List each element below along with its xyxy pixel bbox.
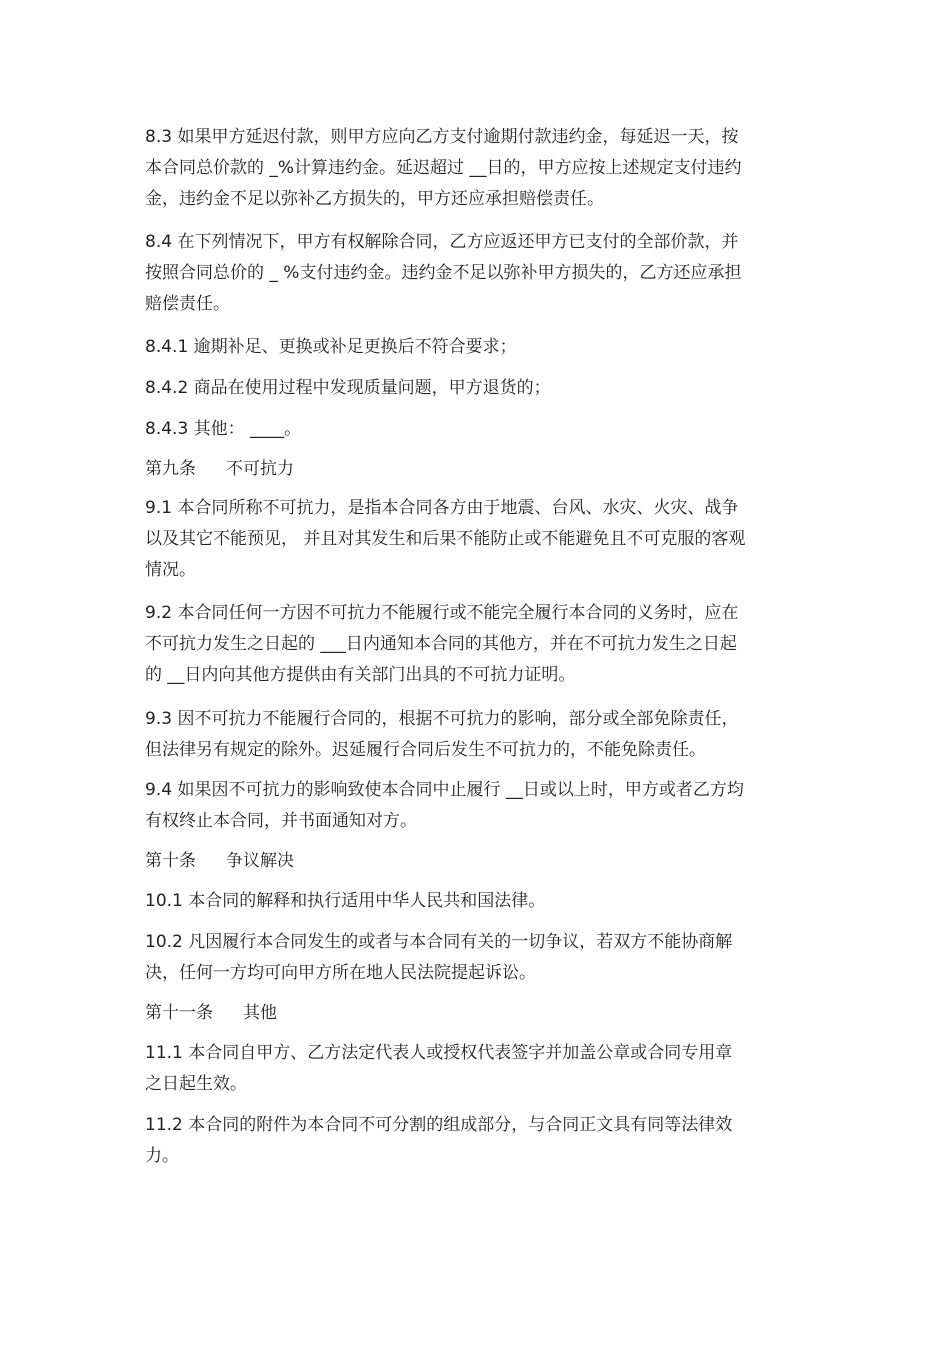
section-heading-9 [145,454,805,485]
clause-8-3 [145,122,805,215]
text-line: 8.4.2 商品在使用过程中发现质量问题，甲方退货的； [145,378,551,398]
section-number: 第十一条 [145,1003,213,1023]
clause-9-2 [145,598,805,691]
text-line: 赔偿责任。 [145,294,230,314]
text-line: 金，违约金不足以弥补乙方损失的，甲方还应承担赔偿责任。 [145,189,604,209]
text-line: 按照合同总价的 _ %支付违约金。违约金不足以弥补甲方损失的，乙方还应承担 [145,263,742,283]
section-heading-10 [145,846,805,877]
clause-9-1 [145,493,805,586]
text-line: 10.2 凡因履行本合同发生的或者与本合同有关的一切争议，若双方不能协商解 [145,932,733,952]
section-number: 第十条 [145,851,196,871]
section-title: 争议解决 [226,851,294,871]
clause-8-4-3 [145,414,805,445]
clause-8-4 [145,227,805,320]
clause-9-4 [145,775,805,837]
text-line: 有权终止本合同，并书面通知对方。 [145,811,417,831]
text-line: 9.3 因不可抗力不能履行合同的，根据不可抗力的影响，部分或全部免除责任， [145,709,739,729]
clause-10-1 [145,886,805,917]
text-line: 情况。 [145,560,196,580]
clause-8-4-1 [145,332,805,363]
text-line: 9.4 如果因不可抗力的影响致使本合同中止履行 __日或以上时，甲方或者乙方均 [145,780,744,800]
text-line: 9.1 本合同所称不可抗力，是指本合同各方由于地震、台风、水灾、火灾、战争 [145,498,739,518]
clause-11-2 [145,1110,805,1172]
text-line: 以及其它不能预见， 并且对其发生和后果不能防止或不能避免且不可克服的客观 [145,529,746,549]
text-line: 但法律另有规定的除外。迟延履行合同后发生不可抗力的，不能免除责任。 [145,740,706,760]
section-number: 第九条 [145,459,196,479]
section-heading-11 [145,998,805,1029]
text-line: 本合同总价款的 _%计算违约金。延迟超过 __日的，甲方应按上述规定支付违约 [145,158,742,178]
text-line: 8.3 如果甲方延迟付款，则甲方应向乙方支付逾期付款违约金，每延迟一天，按 [145,127,739,147]
text-line: 10.1 本合同的解释和执行适用中华人民共和国法律。 [145,891,546,911]
section-title: 其他 [243,1003,277,1023]
text-line: 决，任何一方均可向甲方所在地人民法院提起诉讼。 [145,963,536,983]
clause-10-2 [145,927,805,989]
text-line: 不可抗力发生之日起的 ___日内通知本合同的其他方，并在不可抗力发生之日起 [145,634,737,654]
text-line: 11.1 本合同自甲方、乙方法定代表人或授权代表签字并加盖公章或合同专用章 [145,1043,733,1063]
text-line: 8.4.3 其他： ____。 [145,419,302,439]
clause-11-1 [145,1038,805,1100]
clause-8-4-2 [145,373,805,404]
text-line: 9.2 本合同任何一方因不可抗力不能履行或不能完全履行本合同的义务时，应在 [145,603,739,623]
text-line: 8.4.1 逾期补足、更换或补足更换后不符合要求； [145,337,517,357]
clause-9-3 [145,704,805,766]
text-line: 之日起生效。 [145,1074,247,1094]
text-line: 11.2 本合同的附件为本合同不可分割的组成部分，与合同正文具有同等法律效 [145,1115,733,1135]
text-line: 的 __日内向其他方提供由有关部门出具的不可抗力证明。 [145,665,576,685]
section-title: 不可抗力 [226,459,294,479]
text-line: 8.4 在下列情况下，甲方有权解除合同，乙方应返还甲方已支付的全部价款，并 [145,232,739,252]
text-line: 力。 [145,1146,179,1166]
